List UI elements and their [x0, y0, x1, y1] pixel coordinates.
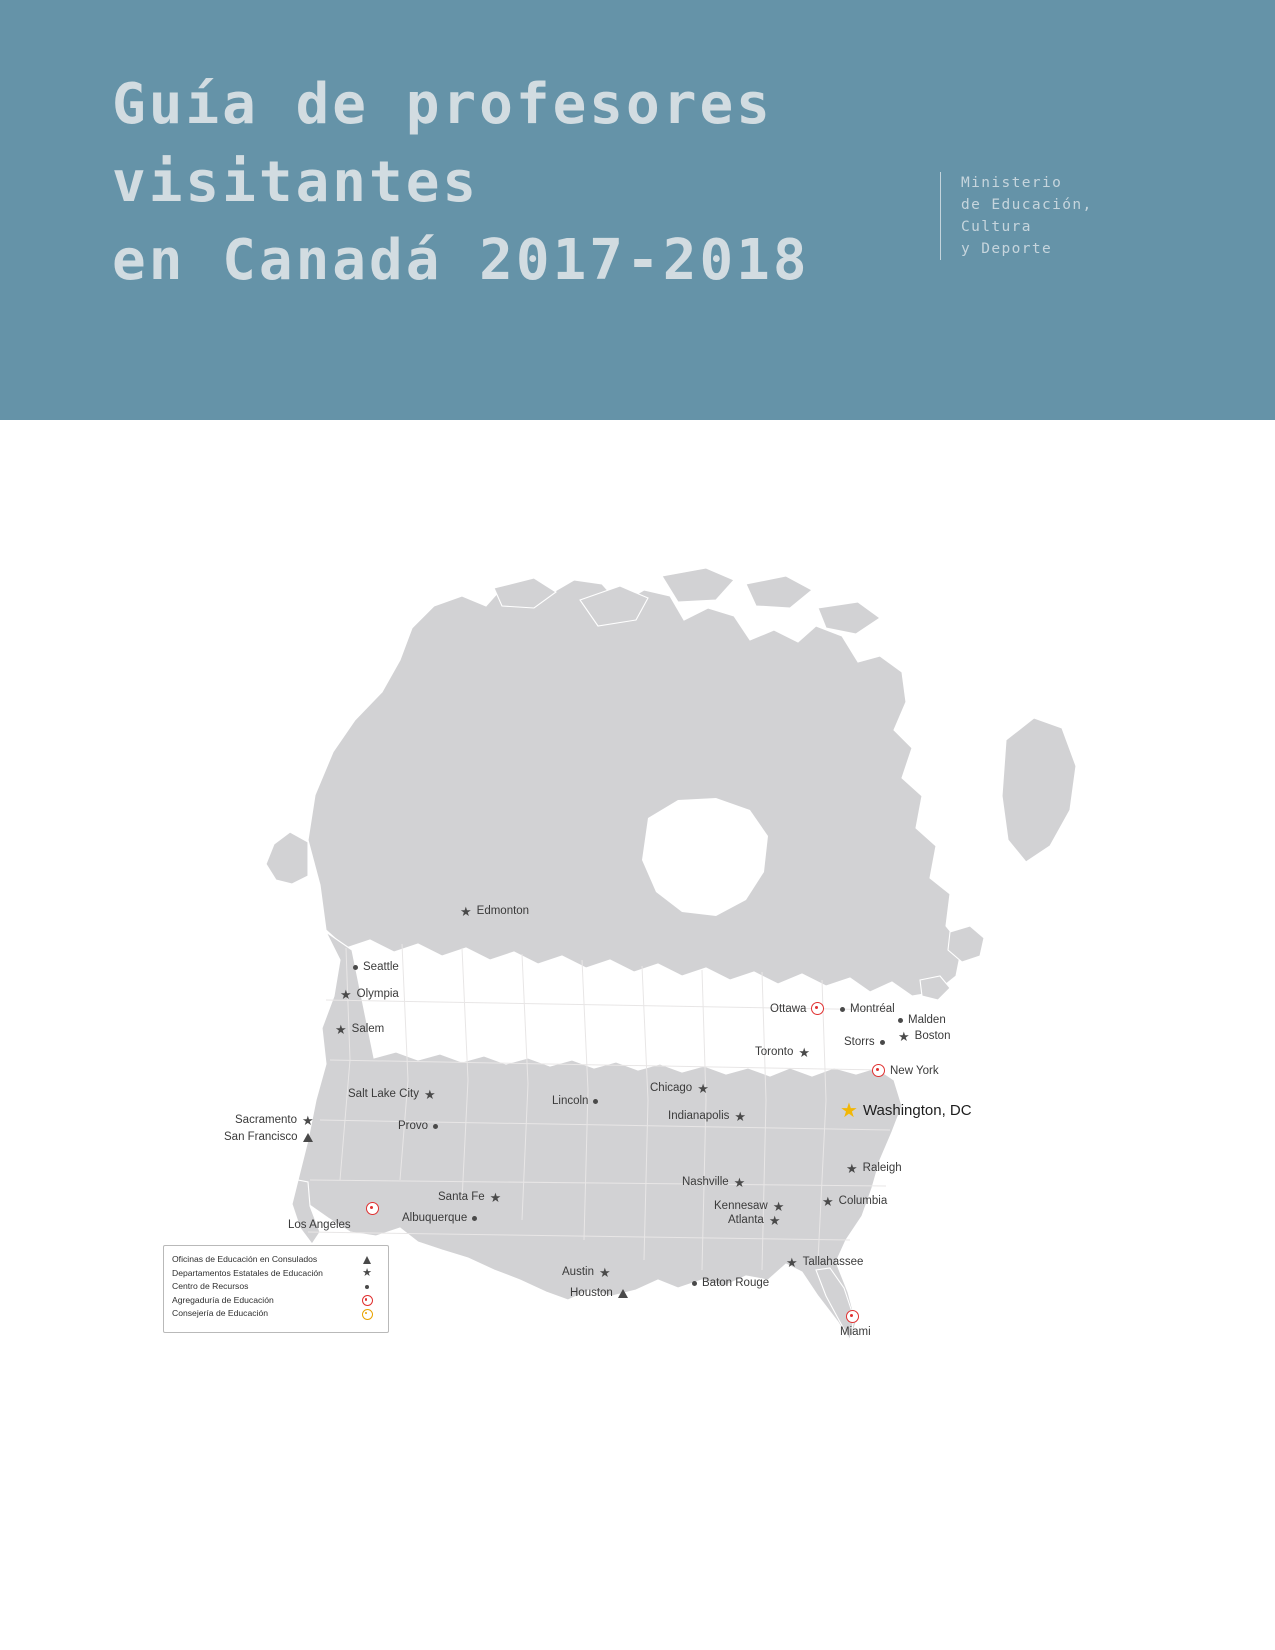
legend-item-education-council: Consejería de Educación [172, 1307, 380, 1321]
city-marker-miami[interactable]: Miami [840, 1326, 871, 1338]
legend-item-consulates: Oficinas de Educación en Consulados [172, 1253, 380, 1267]
star-icon: ★ [772, 1198, 785, 1214]
city-marker-los-angeles[interactable]: Los Angeles [288, 1219, 351, 1231]
star-icon: ★ [798, 1044, 811, 1060]
star-icon: ★ [598, 1264, 611, 1280]
star-icon: ★ [697, 1080, 709, 1096]
city-marker-seattle[interactable]: Seattle [353, 961, 399, 973]
star-icon: ★ [768, 1212, 781, 1228]
red-ring-icon [811, 1002, 824, 1015]
city-marker-storrs[interactable]: Storrs [844, 1036, 885, 1048]
city-marker-raleigh[interactable]: ★ Raleigh [846, 1160, 902, 1176]
miami-ring-icon [846, 1310, 859, 1323]
dot-icon [593, 1099, 598, 1104]
dot-icon [360, 1280, 374, 1294]
city-marker-atlanta[interactable]: Atlanta ★ [728, 1212, 781, 1228]
dot-icon [898, 1018, 903, 1023]
triangle-icon [303, 1133, 313, 1142]
legend-item-education-attache: Agregaduría de Educación [172, 1294, 380, 1308]
legend-item-resource-center: Centro de Recursos [172, 1280, 380, 1294]
city-marker-baton-rouge[interactable]: Baton Rouge [692, 1277, 769, 1289]
city-marker-malden[interactable]: Malden [898, 1014, 946, 1026]
city-marker-nashville[interactable]: Nashville ★ [682, 1174, 746, 1190]
star-icon: ★ [822, 1193, 834, 1209]
gold-ring-icon [360, 1307, 374, 1321]
city-marker-sacramento[interactable]: Sacramento ★ [235, 1112, 314, 1128]
city-marker-indianapolis[interactable]: Indianapolis ★ [668, 1108, 747, 1124]
map-legend [163, 1245, 389, 1333]
star-icon: ★ [846, 1160, 858, 1176]
star-icon: ★ [734, 1108, 747, 1124]
star-icon: ★ [362, 1266, 372, 1279]
city-marker-ottawa[interactable]: Ottawa [770, 1002, 824, 1015]
city-marker-chicago[interactable]: Chicago ★ [650, 1080, 709, 1096]
star-icon: ★ [302, 1112, 314, 1128]
city-marker-washington-dc[interactable]: ★ Washington, DC [840, 1100, 972, 1122]
city-marker-albuquerque[interactable]: Albuquerque [402, 1212, 477, 1224]
star-icon: ★ [786, 1254, 798, 1270]
cover-header-band [0, 0, 1275, 420]
gold-star-icon: ★ [840, 1100, 858, 1122]
star-icon: ★ [423, 1086, 436, 1102]
page-title: Guía de profesores visitantes en Canadá 2017-2018 [112, 72, 810, 293]
city-marker-salt-lake-city[interactable]: Salt Lake City ★ [348, 1086, 436, 1102]
city-marker-edmonton[interactable]: ★ Edmonton [460, 903, 530, 919]
triangle-icon [360, 1253, 374, 1267]
dot-icon [353, 965, 358, 970]
triangle-icon [618, 1289, 628, 1298]
red-ring-icon [360, 1294, 374, 1308]
city-marker-montreal[interactable]: Montréal [840, 1003, 895, 1015]
red-ring-icon [872, 1064, 885, 1077]
city-marker-austin[interactable]: Austin ★ [562, 1264, 611, 1280]
dot-icon [433, 1124, 438, 1129]
dot-icon [692, 1281, 697, 1286]
city-marker-salem[interactable]: ★ Salem [335, 1021, 385, 1037]
city-marker-santa-fe[interactable]: Santa Fe ★ [438, 1189, 502, 1205]
star-icon: ★ [733, 1174, 746, 1190]
los-angeles-ring-icon [366, 1202, 379, 1215]
city-marker-toronto[interactable]: Toronto ★ [755, 1044, 811, 1060]
city-marker-kennesaw[interactable]: Kennesaw ★ [714, 1198, 785, 1214]
city-marker-lincoln[interactable]: Lincoln [552, 1095, 598, 1107]
city-marker-olympia[interactable]: ★ Olympia [340, 986, 399, 1002]
star-icon: ★ [489, 1189, 502, 1205]
city-marker-houston[interactable]: Houston [570, 1287, 628, 1299]
star-icon: ★ [335, 1021, 347, 1037]
dot-icon [880, 1040, 885, 1045]
city-marker-san-francisco[interactable]: San Francisco [224, 1131, 313, 1143]
red-ring-icon [846, 1310, 859, 1323]
dot-icon [472, 1216, 477, 1221]
legend-item-state-departments: Departamentos Estatales de Educación ★ [172, 1267, 380, 1281]
city-marker-columbia[interactable]: ★ Columbia [822, 1193, 888, 1209]
red-ring-icon [366, 1202, 379, 1215]
dot-icon [840, 1007, 845, 1012]
star-icon: ★ [898, 1028, 910, 1044]
city-marker-provo[interactable]: Provo [398, 1120, 438, 1132]
city-marker-boston[interactable]: ★ Boston [898, 1028, 951, 1044]
city-marker-new-york[interactable]: New York [872, 1064, 939, 1077]
star-icon: ★ [340, 986, 352, 1002]
ministry-label: Ministerio de Educación, Cultura y Deporte [940, 172, 1093, 260]
city-marker-tallahassee[interactable]: ★ Tallahassee [786, 1254, 864, 1270]
map-section [0, 420, 1275, 1650]
star-icon: ★ [460, 903, 472, 919]
